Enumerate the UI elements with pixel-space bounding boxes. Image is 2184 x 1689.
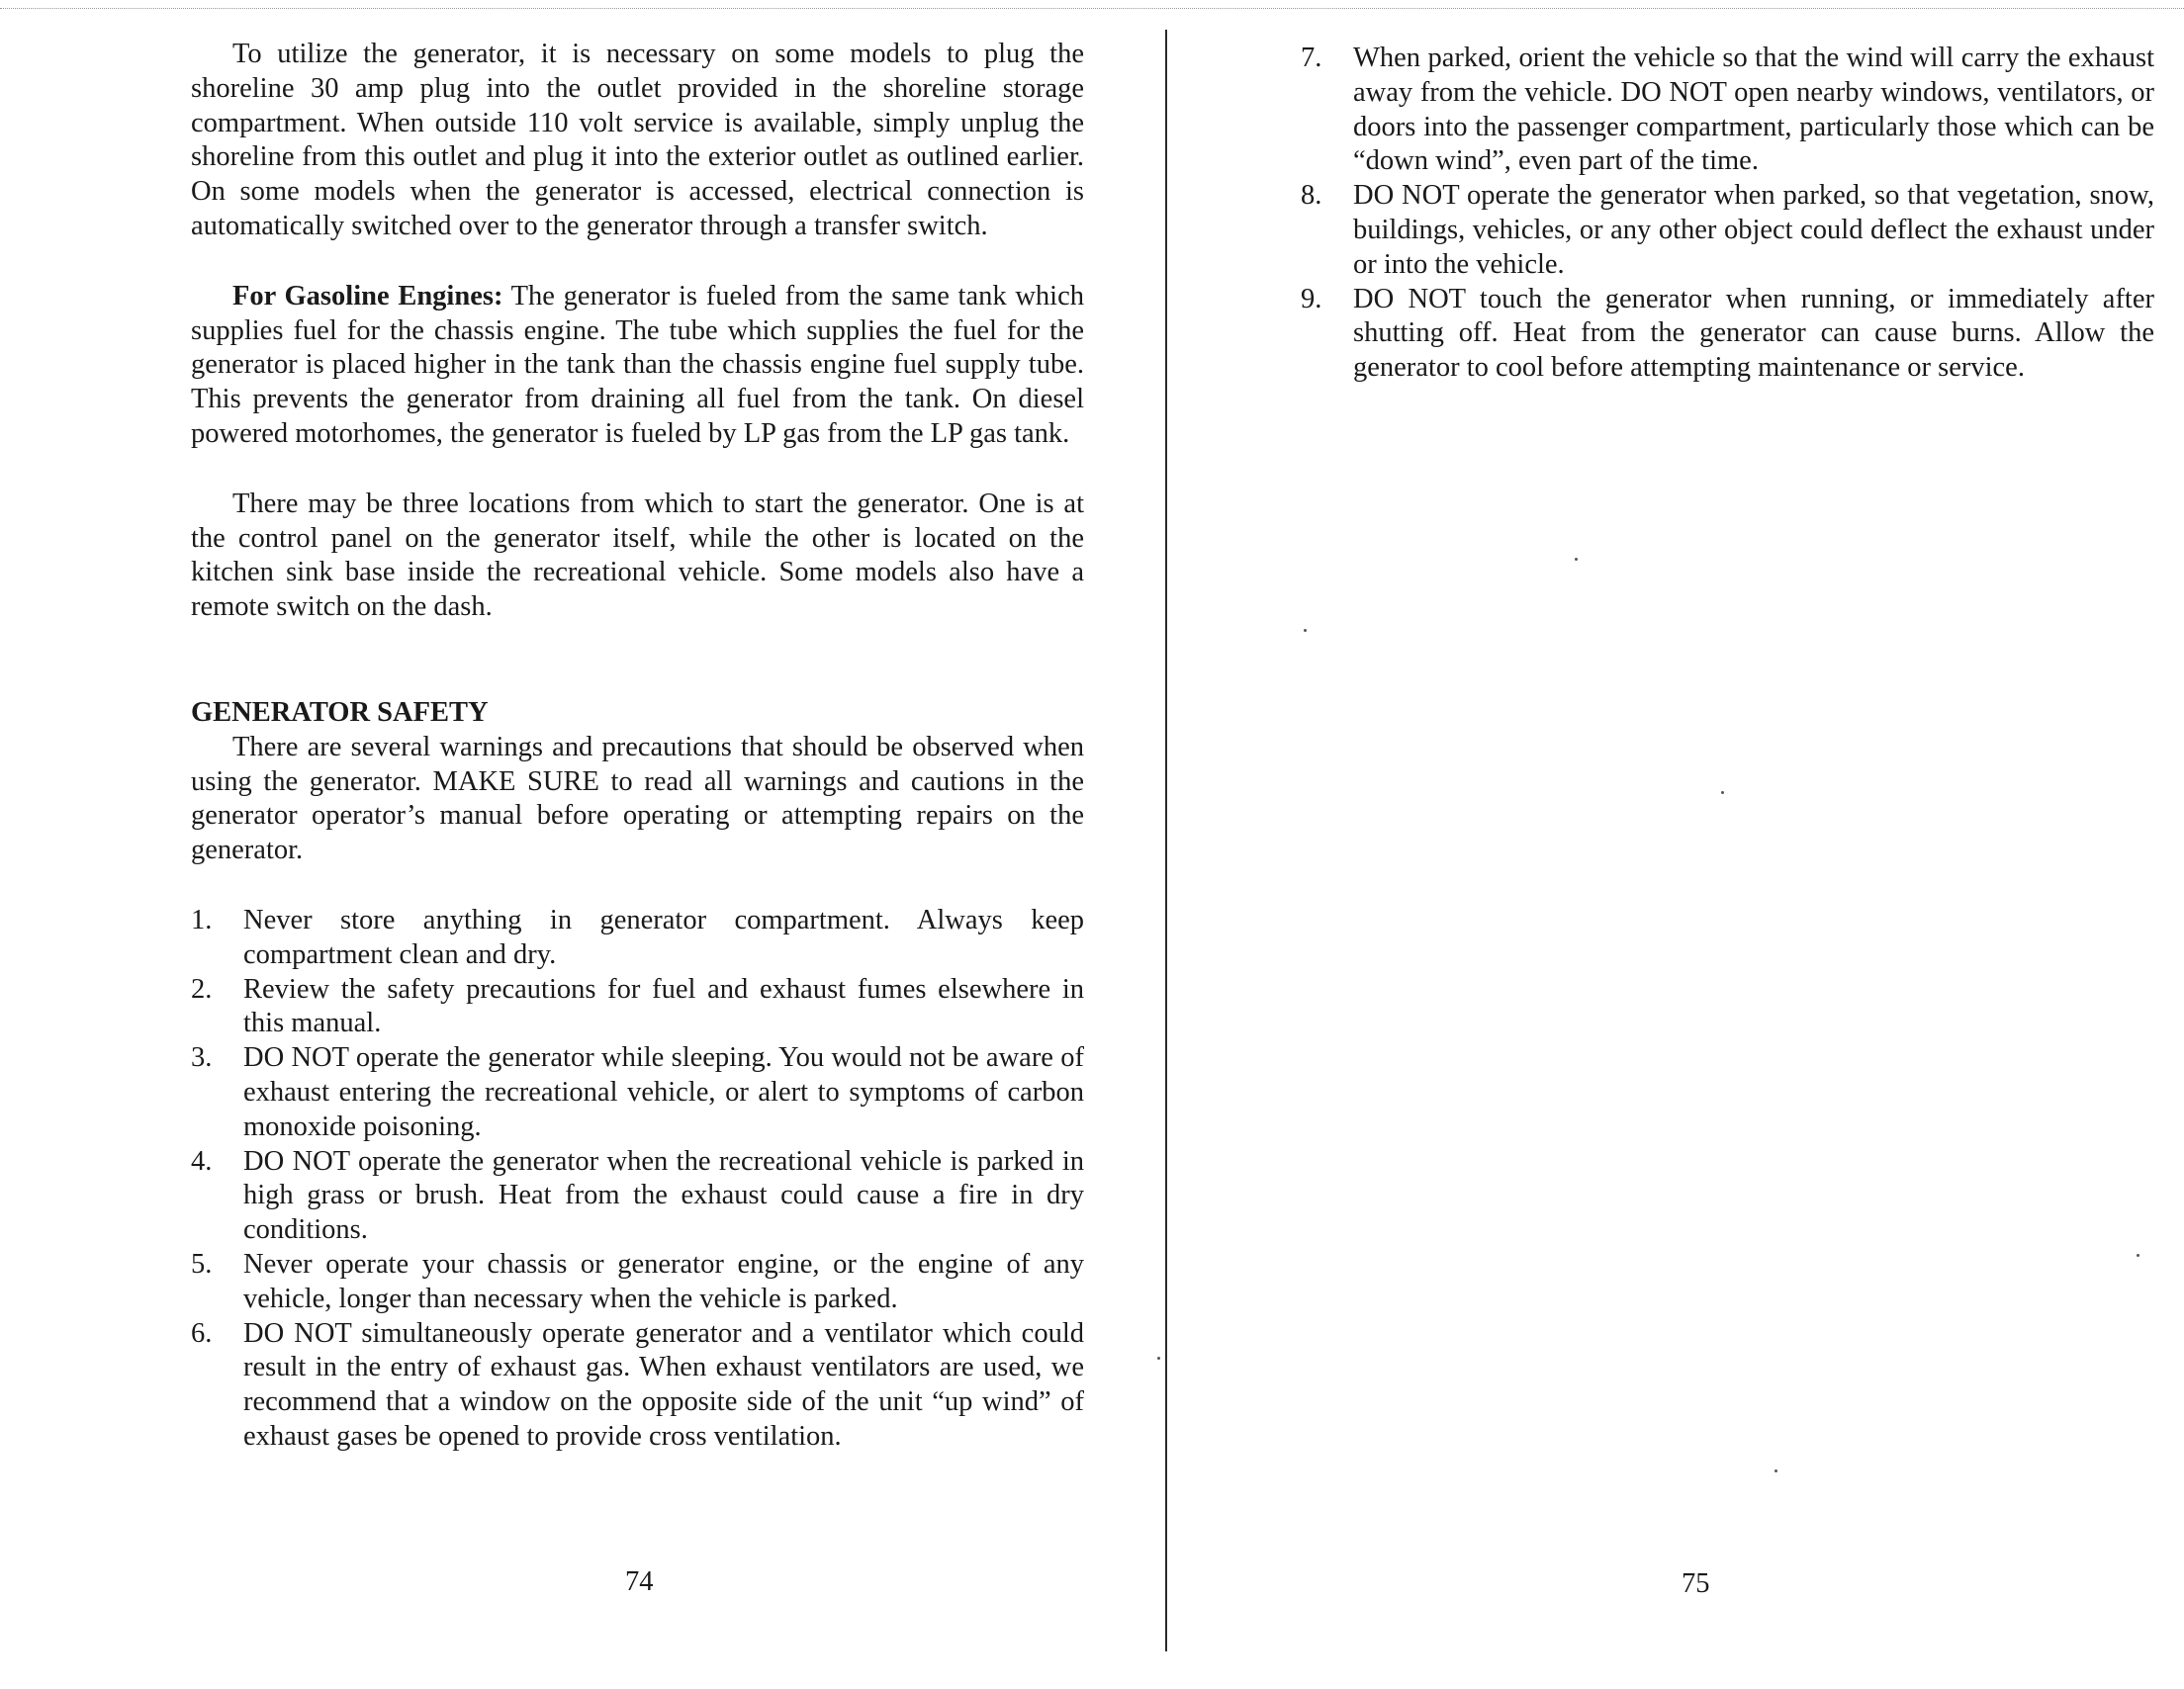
- scan-speck: [1774, 1469, 1777, 1472]
- scan-speck: [1304, 629, 1307, 632]
- list-item-text: DO NOT simultaneously operate generator and a ventilator which could result in the entry of exhaust gas. When exhaust ventilators are used, we recommend that a window on the opposite side of the unit “up wind” of exhaust gases be opened to provide cross ventilation.: [243, 1317, 1084, 1452]
- list-item-number: 4.: [191, 1145, 213, 1177]
- scan-speck: [1721, 791, 1724, 794]
- right-page-body: [1301, 42, 2154, 386]
- list-item-number: 6.: [191, 1317, 213, 1349]
- list-item: [1301, 179, 2154, 282]
- list-item: [1301, 42, 2154, 179]
- list-item: [191, 1248, 1084, 1317]
- list-item-text: Review the safety precautions for fuel and exhaust fumes elsewhere in this manual.: [243, 973, 1084, 1039]
- scan-top-edge: [0, 8, 2184, 9]
- start-locations-paragraph: There may be three locations from which to start the generator. One is at the control panel on the generator itself, while the other is located on the kitchen sink base inside the recreational vehicle. Some models also have a remote switch on the dash.: [191, 488, 1084, 623]
- list-item-text: DO NOT operate the generator while sleeping. You would not be aware of exhaust entering the recreational vehicle, or alert to symptoms of carbon monoxide poisoning.: [243, 1042, 1084, 1142]
- list-item: [191, 1145, 1084, 1248]
- list-item-text: Never store anything in generator compartment. Always keep compartment clean and dry.: [243, 904, 1084, 970]
- page-number-left: 74: [625, 1566, 654, 1597]
- scan-speck: [2137, 1254, 2139, 1257]
- list-item-text: DO NOT operate the generator when parked, so that vegetation, snow, buildings, vehicles, or any other object could deflect the exhaust under or into the vehicle.: [1353, 180, 2154, 280]
- list-item-number: 3.: [191, 1042, 213, 1074]
- list-item: [191, 904, 1084, 973]
- list-item-number: 2.: [191, 973, 213, 1005]
- page-gutter: [1165, 30, 1167, 1651]
- list-item-number: 1.: [191, 904, 213, 935]
- list-item-text: When parked, orient the vehicle so that the wind will carry the exhaust away from the vehicle. DO NOT open nearby windows, ventilators, or doors into the passenger compartment, particularly those which can be “down wind”, even part of the time.: [1353, 43, 2154, 177]
- list-item: [191, 973, 1084, 1042]
- list-item: [1301, 283, 2154, 386]
- page-number-right: 75: [1682, 1568, 1710, 1599]
- safety-list-left: [191, 904, 1084, 1455]
- list-item-number: 5.: [191, 1248, 213, 1280]
- gasoline-engines-paragraph: [191, 280, 1084, 452]
- list-item-number: 8.: [1301, 180, 1322, 212]
- section-heading: GENERATOR SAFETY: [191, 696, 489, 728]
- scan-speck: [1575, 558, 1578, 561]
- scan-speck: [1157, 1357, 1160, 1360]
- list-item-text: DO NOT touch the generator when running, or immediately after shutting off. Heat from the generator can cause burns. Allow the generator to cool before attempting maintenance or service.: [1353, 283, 2154, 384]
- left-page-body: [191, 38, 1084, 1455]
- list-item-text: Never operate your chassis or generator engine, or the engine of any vehicle, longer than necessary when the vehicle is parked.: [243, 1248, 1084, 1314]
- safety-list-right: [1301, 42, 2154, 386]
- list-item-number: 7.: [1301, 43, 1322, 73]
- list-item-text: DO NOT operate the generator when the recreational vehicle is parked in high grass or brush. Heat from the exhaust could cause a fire in dry conditions.: [243, 1145, 1084, 1246]
- list-item-number: 9.: [1301, 283, 1322, 314]
- safety-intro-paragraph: There are several warnings and precautions that should be observed when using the generator. MAKE SURE to read all warnings and cautions in the generator operator’s manual before operating or attempting repairs on the generator.: [191, 731, 1084, 866]
- shoreline-paragraph: To utilize the generator, it is necessary on some models to plug the shoreline 30 amp plug into the outlet provided in the shoreline storage compartment. When outside 110 volt service is available, simply unplug the shoreline from this outlet and plug it into the exterior outlet as outlined earlier. On some models when the generator is accessed, electrical connection is automatically switched over to the generator through a transfer switch.: [191, 39, 1084, 241]
- gasoline-engines-lead: For Gasoline Engines:: [232, 280, 503, 311]
- gasoline-engines-text: The generator is fueled from the same tank which supplies fuel for the chassis engine. The tube which supplies the fuel for the generator is placed higher in the tank than the chassis engine fuel supply tube. This prevents the generator from draining all fuel from the tank. On diesel powered motorhomes, the generator is fueled by LP gas from the LP gas tank.: [191, 280, 1084, 449]
- list-item: [191, 1041, 1084, 1144]
- list-item: [191, 1317, 1084, 1455]
